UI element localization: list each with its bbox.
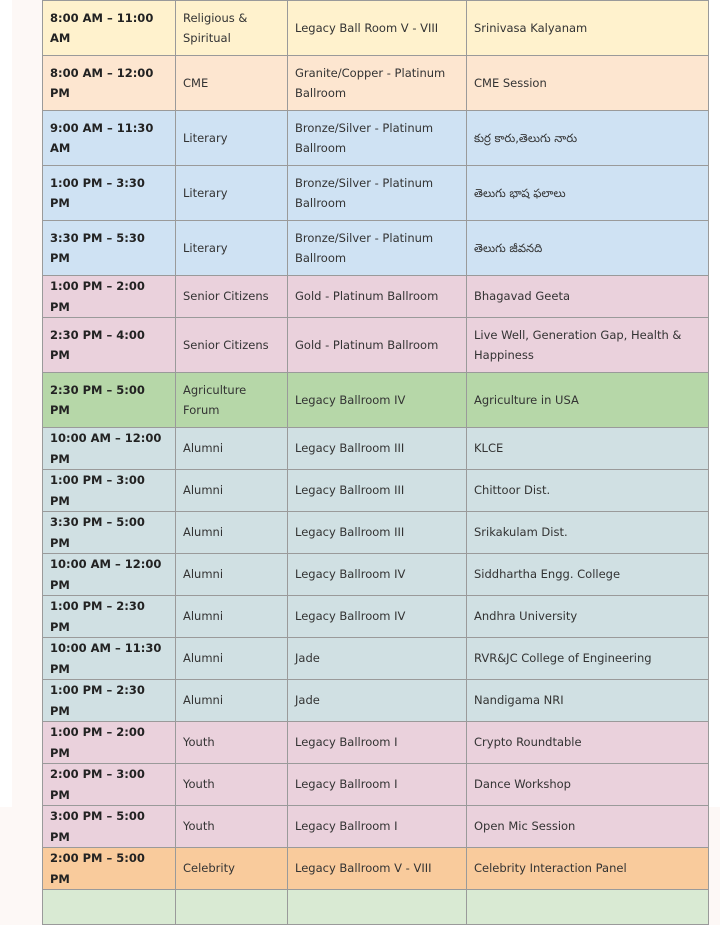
event-cell: Crypto Roundtable [467, 722, 709, 764]
event-cell: RVR&JC College of Engineering [467, 638, 709, 680]
time-cell: 1:00 PM – 2:00 PM [43, 276, 176, 318]
venue-cell: Jade [288, 680, 467, 722]
venue-cell: Legacy Ballroom I [288, 722, 467, 764]
category-cell: Alumni [176, 596, 288, 638]
category-cell: Alumni [176, 554, 288, 596]
time-cell: 3:00 PM – 5:00 PM [43, 806, 176, 848]
category-cell: Senior Citizens [176, 276, 288, 318]
venue-cell: Legacy Ballroom III [288, 428, 467, 470]
venue-cell: Legacy Ballroom I [288, 806, 467, 848]
table-row [43, 221, 709, 276]
table-row [43, 428, 709, 470]
category-cell: Literary [176, 111, 288, 166]
event-cell: Bhagavad Geeta [467, 276, 709, 318]
time-cell [43, 890, 176, 925]
page-margin-left [0, 0, 12, 807]
venue-cell: Gold - Platinum Ballroom [288, 276, 467, 318]
time-cell: 8:00 AM – 12:00 PM [43, 56, 176, 111]
category-cell: Literary [176, 221, 288, 276]
schedule-table [42, 0, 709, 925]
category-cell: Youth [176, 764, 288, 806]
category-cell: Youth [176, 722, 288, 764]
event-cell: Open Mic Session [467, 806, 709, 848]
category-cell: Alumni [176, 680, 288, 722]
table-row [43, 373, 709, 428]
table-row [43, 1, 709, 56]
event-cell: Nandigama NRI [467, 680, 709, 722]
time-cell: 1:00 PM – 3:00 PM [43, 470, 176, 512]
venue-cell: Legacy Ballroom III [288, 470, 467, 512]
venue-cell: Legacy Ballroom IV [288, 554, 467, 596]
time-cell: 10:00 AM – 12:00 PM [43, 428, 176, 470]
time-cell: 1:00 PM – 2:30 PM [43, 596, 176, 638]
venue-cell: Bronze/Silver - Platinum Ballroom [288, 221, 467, 276]
table-row [43, 764, 709, 806]
event-cell: Siddhartha Engg. College [467, 554, 709, 596]
category-cell: CME [176, 56, 288, 111]
table-row [43, 111, 709, 166]
venue-cell: Gold - Platinum Ballroom [288, 318, 467, 373]
event-cell: Srikakulam Dist. [467, 512, 709, 554]
event-cell: Andhra University [467, 596, 709, 638]
category-cell: Alumni [176, 470, 288, 512]
venue-cell: Legacy Ball Room V - VIII [288, 1, 467, 56]
venue-cell: Legacy Ballroom IV [288, 596, 467, 638]
time-cell: 2:00 PM – 3:00 PM [43, 764, 176, 806]
venue-cell: Bronze/Silver - Platinum Ballroom [288, 166, 467, 221]
venue-cell: Legacy Ballroom V - VIII [288, 848, 467, 890]
event-cell: తెలుగు జీవనది [467, 221, 709, 276]
category-cell: Youth [176, 806, 288, 848]
time-cell: 1:00 PM – 2:00 PM [43, 722, 176, 764]
table-row [43, 722, 709, 764]
event-cell: Agriculture in USA [467, 373, 709, 428]
table-row [43, 318, 709, 373]
event-cell: Dance Workshop [467, 764, 709, 806]
venue-cell: Bronze/Silver - Platinum Ballroom [288, 111, 467, 166]
time-cell: 8:00 AM – 11:00 AM [43, 1, 176, 56]
category-cell: Literary [176, 166, 288, 221]
category-cell: Alumni [176, 512, 288, 554]
category-cell [176, 890, 288, 925]
table-row [43, 596, 709, 638]
event-cell: CME Session [467, 56, 709, 111]
venue-cell [288, 890, 467, 925]
time-cell: 10:00 AM – 11:30 PM [43, 638, 176, 680]
event-cell: KLCE [467, 428, 709, 470]
table-row [43, 638, 709, 680]
event-cell: తెలుగు భాష ఫలాలు [467, 166, 709, 221]
event-cell: Chittoor Dist. [467, 470, 709, 512]
table-row [43, 56, 709, 111]
schedule-body [43, 1, 709, 925]
venue-cell: Legacy Ballroom I [288, 764, 467, 806]
category-cell: Senior Citizens [176, 318, 288, 373]
table-row [43, 512, 709, 554]
time-cell: 10:00 AM – 12:00 PM [43, 554, 176, 596]
venue-cell: Legacy Ballroom III [288, 512, 467, 554]
venue-cell: Jade [288, 638, 467, 680]
page-margin-right [708, 0, 720, 807]
event-cell: Celebrity Interaction Panel [467, 848, 709, 890]
table-row [43, 554, 709, 596]
table-row [43, 680, 709, 722]
time-cell: 1:00 PM – 2:30 PM [43, 680, 176, 722]
event-cell: Live Well, Generation Gap, Health & Happiness [467, 318, 709, 373]
time-cell: 3:30 PM – 5:00 PM [43, 512, 176, 554]
time-cell: 2:00 PM – 5:00 PM [43, 848, 176, 890]
venue-cell: Granite/Copper - Platinum Ballroom [288, 56, 467, 111]
category-cell: Agriculture Forum [176, 373, 288, 428]
category-cell: Alumni [176, 428, 288, 470]
venue-cell: Legacy Ballroom IV [288, 373, 467, 428]
time-cell: 2:30 PM – 5:00 PM [43, 373, 176, 428]
category-cell: Alumni [176, 638, 288, 680]
time-cell: 9:00 AM – 11:30 AM [43, 111, 176, 166]
event-cell: కుర్ర కారు,తెలుగు నారు [467, 111, 709, 166]
time-cell: 3:30 PM – 5:30 PM [43, 221, 176, 276]
table-row [43, 470, 709, 512]
table-row [43, 276, 709, 318]
time-cell: 2:30 PM – 4:00 PM [43, 318, 176, 373]
category-cell: Religious & Spiritual [176, 1, 288, 56]
event-cell [467, 890, 709, 925]
table-row [43, 848, 709, 890]
table-row [43, 806, 709, 848]
table-row [43, 166, 709, 221]
table-row-partial [43, 890, 709, 925]
time-cell: 1:00 PM – 3:30 PM [43, 166, 176, 221]
category-cell: Celebrity [176, 848, 288, 890]
event-cell: Srinivasa Kalyanam [467, 1, 709, 56]
